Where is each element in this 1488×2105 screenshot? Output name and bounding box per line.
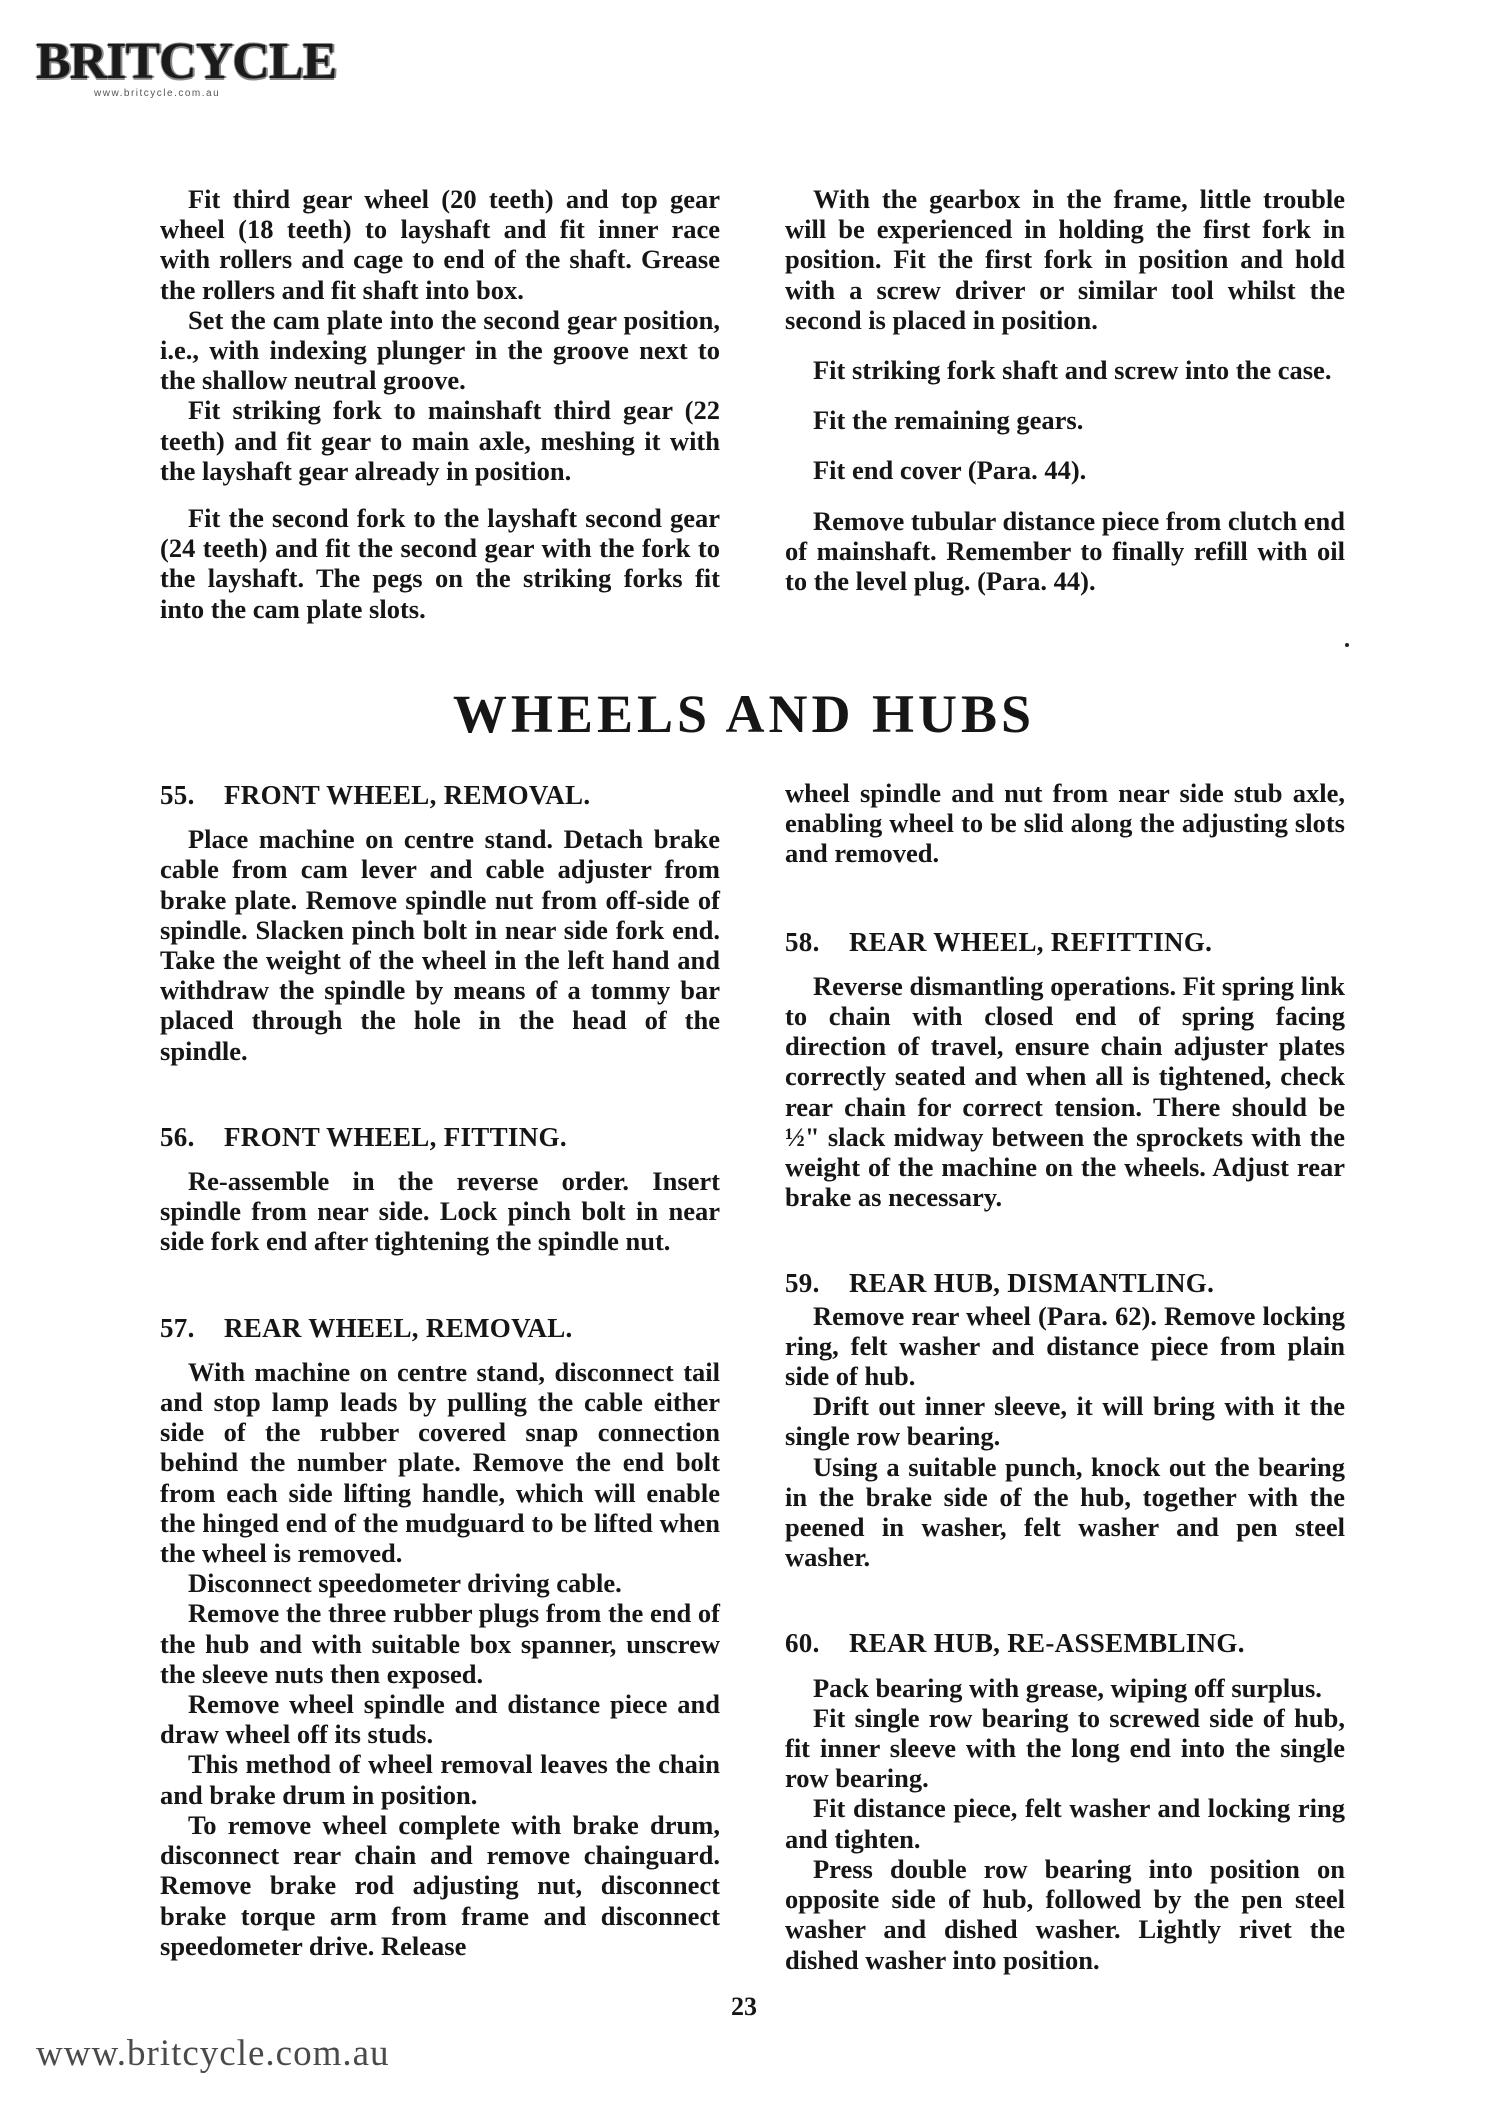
footer-url: www.britcycle.com.au <box>36 2033 390 2074</box>
paragraph: Using a suitable punch, knock out the bearing in the brake side of the hub, together with the peened in washer, felt washer and pen steel washer. <box>785 1451 1345 1573</box>
paragraph: Fit the second fork to the layshaft second gear (24 teeth) and fit the second gear with the fork to the layshaft. The pegs on the striking forks fit into the cam plate slots. <box>160 503 720 624</box>
paragraph: Fit end cover (Para. 44). <box>813 455 1087 486</box>
paragraph: Remove wheel spindle and distance piece and draw wheel off its studs. <box>160 1689 720 1750</box>
heading-57 <box>160 1313 720 1343</box>
heading-60 <box>785 1628 1345 1658</box>
heading-title: REAR HUB, DISMANTLING. <box>849 1268 1215 1299</box>
paragraph: With machine on centre stand, disconnect tail and stop lamp leads by pulling the cable either side of the rubber covered snap connection behind the number plate. Remove the end bolt from each side lifting handle, which will enable the hinged end of the mudguard to be lifted when the wheel is removed. <box>160 1356 720 1569</box>
logo-text: BRITCYCLE <box>36 33 337 90</box>
heading-number: 55. <box>160 780 195 810</box>
stray-mark <box>1345 643 1349 647</box>
logo-url: www.britcycle.com.au <box>94 88 221 99</box>
paragraph: To remove wheel complete with brake drum, disconnect rear chain and remove chainguard. Remove brake rod adjusting nut, disconnect brake torque arm from frame and disconnect speedometer drive. Release <box>160 1809 720 1961</box>
paragraph: Place machine on centre stand. Detach brake cable from cam lever and cable adjuster from brake plate. Remove spindle nut from off-side of spindle. Slacken pinch bolt in near side fork end. Take the weight of the wheel in the left hand and withdraw the spindle by means of a tommy bar placed through the hole in the head of the spindle. <box>160 824 720 1066</box>
paragraph: Drift out inner sleeve, it will bring with it the single row bearing. <box>785 1391 1345 1452</box>
paragraph: Fit striking fork shaft and screw into the case. <box>813 355 1332 386</box>
heading-title: FRONT WHEEL, REMOVAL. <box>224 780 591 810</box>
paragraph: Fit third gear wheel (20 teeth) and top gear wheel (18 teeth) to layshaft and fit inner race with rollers and cage to end of the shaft. Grease the rollers and fit shaft into box. <box>160 184 720 305</box>
paragraph: With the gearbox in the frame, little trouble will be experienced in holding the first fork in position. Fit the first fork in position and hold with a screw driver or similar tool whilst the second is placed in position. <box>785 184 1345 335</box>
heading-55 <box>160 780 720 810</box>
heading-title: REAR WHEEL, REMOVAL. <box>224 1312 573 1343</box>
heading-number: 59. <box>785 1268 820 1299</box>
paragraph: Re-assemble in the reverse order. Insert spindle from near side. Lock pinch bolt in near side fork end after tightening the spindle nut. <box>160 1166 720 1257</box>
paragraph: Fit the remaining gears. <box>813 405 1084 436</box>
paragraph: Set the cam plate into the second gear position, i.e., with indexing plunger in the groove next to the shallow neutral groove. <box>160 304 720 396</box>
top-right-column <box>785 184 1345 613</box>
britcycle-logo <box>36 33 337 116</box>
paragraph: Fit single row bearing to screwed side of hub, fit inner sleeve with the long end into the single row bearing. <box>785 1702 1345 1794</box>
paragraph: Disconnect speedometer driving cable. <box>188 1568 622 1599</box>
heading-title: REAR WHEEL, REFITTING. <box>849 926 1213 957</box>
paragraph: Remove tubular distance piece from clutch end of mainshaft. Remember to finally refill with oil to the level plug. (Para. 44). <box>785 505 1345 597</box>
heading-number: 57. <box>160 1312 195 1343</box>
heading-59 <box>785 1268 1345 1298</box>
paragraph: Remove the three rubber plugs from the end of the hub and with suitable box spanner, unscrew the sleeve nuts then exposed. <box>160 1598 720 1689</box>
page-number: 23 <box>731 1992 757 2021</box>
paragraph: Remove rear wheel (Para. 62). Remove locking ring, felt washer and distance piece from plain side of hub. <box>785 1300 1345 1392</box>
paragraph: Fit striking fork to mainshaft third gear (22 teeth) and fit gear to main axle, meshing it with the layshaft gear already in position. <box>160 395 720 486</box>
paragraph: Fit distance piece, felt washer and locking ring and tighten. <box>785 1793 1345 1854</box>
section-title: WHEELS AND HUBS <box>452 684 1036 744</box>
paragraph: This method of wheel removal leaves the chain and brake drum in position. <box>160 1749 720 1810</box>
bottom-right-column <box>785 778 1345 1975</box>
top-left-column <box>160 184 720 641</box>
heading-title: REAR HUB, RE-ASSEMBLING. <box>849 1628 1245 1659</box>
paragraph: Reverse dismantling operations. Fit spring link to chain with closed end of spring facing direction of travel, ensure chain adjuster plates correctly seated and when all is tightened, check rear chain for correct tension. There should be ½" slack midway between the sprockets with the weight of the machine on the wheels. Adjust rear brake as necessary. <box>785 970 1345 1213</box>
heading-number: 56. <box>160 1121 195 1152</box>
heading-title: FRONT WHEEL, FITTING. <box>224 1121 567 1152</box>
heading-56 <box>160 1122 720 1152</box>
heading-number: 60. <box>785 1628 820 1659</box>
paragraph: wheel spindle and nut from near side stub axle, enabling wheel to be slid along the adjusting slots and removed. <box>785 778 1345 869</box>
paragraph: Pack bearing with grease, wiping off surplus. <box>813 1672 1322 1703</box>
heading-number: 58. <box>785 926 820 957</box>
bottom-left-column <box>160 780 720 1961</box>
paragraph: Press double row bearing into position on opposite side of hub, followed by the pen steel washer and dished washer. Lightly rivet the dished washer into position. <box>785 1853 1345 1975</box>
heading-58 <box>785 927 1345 957</box>
